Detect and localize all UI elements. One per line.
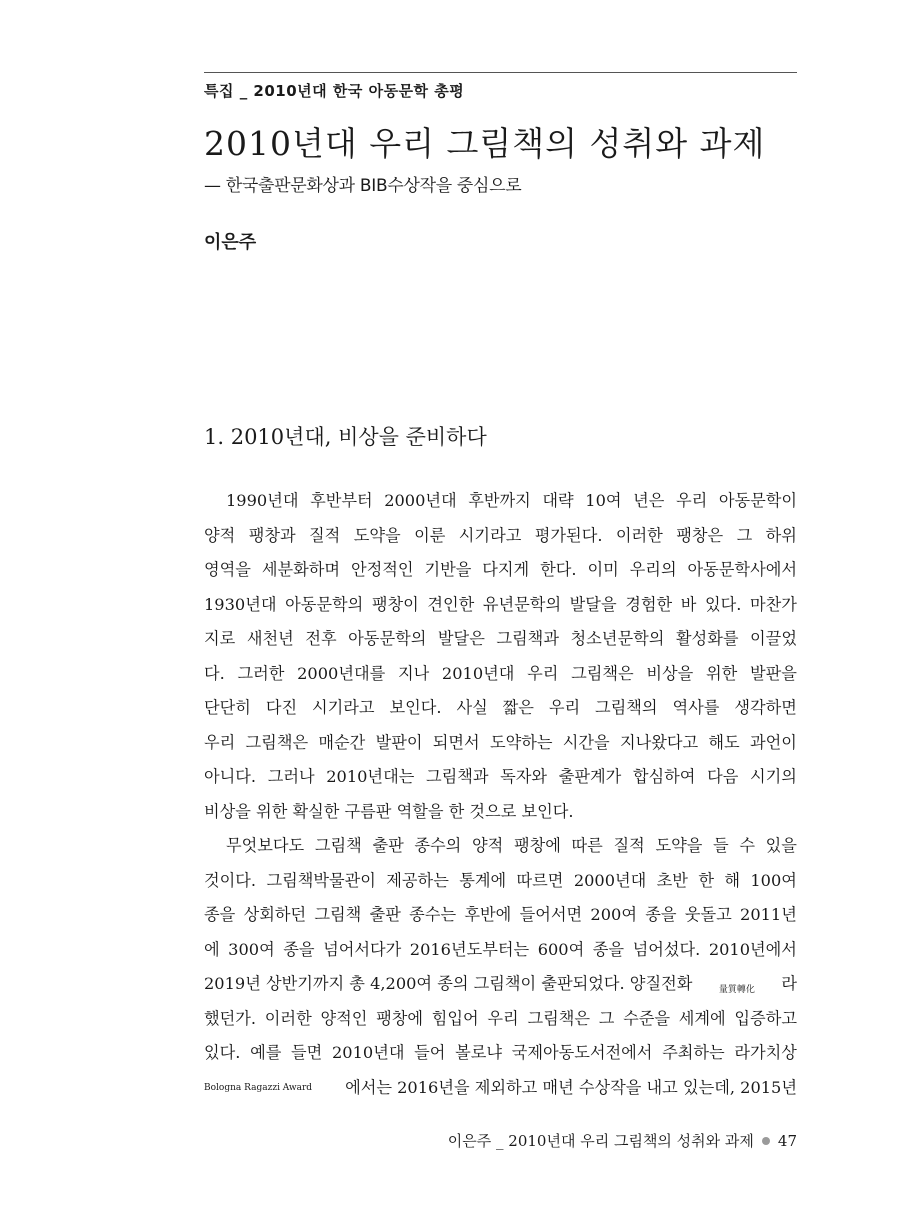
body-word: 견인한: [427, 594, 475, 614]
body-line-annotated: [204, 967, 797, 1002]
body-word: 우리: [527, 663, 559, 683]
body-word: 종수의: [414, 836, 462, 855]
body-word: 다.: [204, 663, 225, 683]
body-word: 초반: [656, 870, 688, 890]
body-word: 10여: [585, 491, 622, 510]
body-word: 해도: [708, 732, 740, 752]
body-word: 그림책은: [245, 732, 309, 752]
body-word: 유년문학의: [482, 594, 562, 614]
body-word: 양적인: [320, 1008, 368, 1028]
body-word: 들면: [291, 1043, 323, 1062]
body-word: 생각하면: [734, 698, 797, 717]
body-word: 종을: [592, 939, 625, 959]
body-word: 그: [736, 525, 753, 545]
body-word: 예를: [250, 1043, 282, 1062]
body-word: 다음: [707, 767, 739, 786]
body-line: [204, 657, 797, 692]
author-name: 이은주: [204, 232, 257, 253]
body-word: 따르면: [516, 870, 564, 890]
body-word: 과언이: [749, 732, 797, 752]
body-word: 기반을: [424, 560, 472, 579]
body-word: 그림책: [314, 836, 362, 855]
body-word: 발판을: [749, 663, 797, 683]
body-word: 주최하는: [662, 1043, 725, 1062]
body-word: 역사를: [672, 698, 720, 717]
body-word: 출판: [372, 836, 404, 855]
body-word: 청소년문학의: [570, 629, 665, 648]
body-word: 2011년: [740, 905, 797, 924]
body-word: 영역을: [204, 560, 251, 579]
body-line: 비상을 위한 확실한 구름판 역할을 한 것으로 보인다.: [204, 801, 574, 821]
body-word: 넘어서다가: [323, 939, 402, 959]
body-word: 년은: [633, 491, 665, 510]
body-line-tail: 라: [781, 974, 797, 993]
body-word: 우리: [675, 491, 708, 510]
body-word: 2010년대는: [326, 767, 415, 786]
body-word: 300여: [228, 939, 275, 959]
page-footer: [448, 1130, 797, 1151]
body-word: 도약하는: [489, 732, 553, 752]
body-word: 세분화하며: [261, 560, 341, 579]
body-word: 우리: [204, 732, 236, 752]
body-line: [204, 519, 797, 554]
body-word: 비상을: [646, 663, 694, 683]
body-word: 질적: [309, 525, 341, 545]
body-word: 통계에: [459, 870, 507, 890]
body-line: [204, 829, 797, 864]
body-word: 양적: [472, 836, 504, 855]
body-word: 웃돌고: [684, 905, 732, 924]
body-word: 다지게: [482, 560, 530, 579]
body-word: 시간을: [562, 732, 610, 752]
body-word: 수: [739, 836, 755, 855]
body-line: [204, 1002, 797, 1037]
body-word: 힘입어: [431, 1008, 479, 1028]
body-word: 것이다.: [204, 870, 257, 890]
body-word: 세계에: [678, 1008, 726, 1028]
body-word: 사실: [456, 698, 488, 717]
body-word: 단단히: [204, 698, 251, 717]
body-word: 제공하는: [386, 870, 449, 890]
award-annotation: Bologna Ragazzi Award: [204, 1082, 313, 1093]
body-word: 시기라고: [458, 525, 522, 545]
body-word: 그림책과: [496, 629, 559, 648]
body-word: 2000년대: [573, 870, 647, 890]
body-word: 이끌었: [750, 629, 797, 648]
body-word: 발판이: [375, 732, 423, 752]
body-line: [204, 933, 797, 968]
section-label: 특집 _ 2010년대 한국 아동문학 총평: [204, 82, 465, 100]
body-word: 넘어섰다.: [632, 939, 701, 959]
body-word: 있을: [765, 836, 797, 855]
body-line: [204, 588, 797, 623]
body-word: 1930년대: [204, 594, 277, 614]
body-word: 지나: [397, 663, 430, 683]
body-word: 그림책박물관이: [266, 870, 376, 890]
body-word: 지나왔다고: [619, 732, 699, 752]
body-word: 2000년대를: [297, 663, 386, 683]
body-word: 평가된다.: [534, 525, 603, 545]
body-line: [204, 726, 797, 761]
body-word: 마찬가: [749, 594, 797, 614]
body-word: 했던가.: [204, 1008, 257, 1028]
body-line: [204, 864, 797, 899]
body-word: 아동문학사에서: [687, 560, 797, 579]
body-word: 아동문학의: [285, 594, 364, 614]
body-word: 1990년대: [226, 491, 299, 510]
body-word: 2016년도부터는: [409, 939, 530, 959]
body-word: 위한: [705, 663, 738, 683]
body-word: 후반에: [464, 905, 512, 924]
body-word: 팽창이: [371, 594, 419, 614]
body-word: 발달은: [437, 629, 485, 648]
body-line: [204, 622, 797, 657]
body-word: 그: [598, 1008, 615, 1028]
body-word: 에: [204, 939, 220, 959]
body-word: 들어서면: [519, 905, 583, 924]
body-word: 합심하여: [632, 767, 696, 786]
body-word: 그러한: [237, 663, 285, 683]
body-word: 도약을: [353, 525, 401, 545]
body-word: 2010년대: [441, 663, 515, 683]
body-line: [204, 1036, 797, 1071]
body-word: 2010년에서: [708, 939, 797, 959]
body-word: 출판계가: [558, 767, 622, 786]
body-word: 후반부터: [310, 491, 373, 510]
body-word: 양적: [204, 525, 236, 545]
body-word: 팽창에: [376, 1008, 424, 1028]
body-word: 우리의: [629, 560, 677, 579]
body-line: [204, 553, 797, 588]
body-word: 활성화를: [675, 629, 739, 648]
body-word: 따른: [571, 836, 603, 855]
body-word: 이미: [587, 560, 619, 579]
body-word: 팽창은: [676, 525, 724, 545]
body-word: 질적: [613, 836, 645, 855]
body-word: 지로: [204, 629, 236, 648]
article-subtitle: — 한국출판문화상과 BIB수상작을 중심으로: [204, 176, 522, 196]
body-word: 들어: [414, 1043, 446, 1062]
body-word: 팽창과: [248, 525, 296, 545]
body-word: 그러나: [267, 767, 315, 786]
body-word: 경험한: [625, 594, 673, 614]
body-word: 보인다.: [389, 698, 442, 717]
body-word: 안정적인: [350, 560, 414, 579]
body-word: 수준을: [623, 1008, 671, 1028]
body-word: 우리: [487, 1008, 519, 1028]
body-word: 입증하고: [734, 1008, 797, 1028]
body-word: 들: [713, 836, 729, 855]
body-line: [204, 760, 797, 795]
body-word: 이러한: [615, 525, 663, 545]
body-word: 국제아동도서전에서: [511, 1043, 653, 1062]
bullet-dot-icon: [762, 1137, 770, 1145]
body-word: 2000년대: [384, 491, 457, 510]
article-body: [204, 484, 797, 1105]
body-line-text: 에서는 2016년을 제외하고 매년 수상작을 내고 있는데, 2015년: [345, 1077, 797, 1097]
body-word: 무엇보다도: [226, 836, 305, 855]
body-word: 그림책의: [595, 698, 658, 717]
body-word: 대략: [542, 491, 574, 510]
body-word: 독자와: [500, 767, 548, 786]
body-word: 그림책은: [527, 1008, 590, 1028]
article-title: 2010년대 우리 그림책의 성취와 과제: [204, 124, 766, 163]
body-word: 바: [680, 594, 697, 614]
body-word: 한: [698, 870, 714, 890]
body-word: 이러한: [264, 1008, 312, 1028]
body-word: 그림책: [314, 905, 362, 924]
body-word: 후반까지: [468, 491, 531, 510]
body-word: 2010년대: [332, 1043, 405, 1062]
body-word: 도약을: [655, 836, 703, 855]
running-title: 이은주 _ 2010년대 우리 그림책의 성취와 과제: [447, 1132, 754, 1150]
body-word: 볼로냐: [455, 1043, 503, 1062]
body-word: 있다.: [704, 594, 742, 614]
body-word: 이룬: [414, 525, 446, 545]
body-word: 있다.: [204, 1043, 241, 1062]
body-word: 발달을: [569, 594, 617, 614]
body-line: [204, 691, 797, 726]
body-word: 종수는: [409, 905, 457, 924]
body-line-text: 2019년 상반기까지 총 4,200여 종의 그림책이 출판되었다. 양질전화: [204, 974, 693, 993]
body-word: 종을: [283, 939, 315, 959]
body-word: 다진: [265, 698, 298, 717]
body-line: [204, 484, 797, 519]
body-word: 100여: [750, 870, 797, 890]
body-word: 상회하던: [243, 905, 307, 924]
body-word: 그림책은: [571, 663, 634, 683]
body-word: 아니다.: [204, 767, 257, 786]
body-word: 아동문학이: [718, 491, 797, 510]
body-line-annotated: [204, 1071, 797, 1106]
header-rule: [204, 72, 797, 73]
body-word: 전후: [305, 629, 337, 648]
body-word: 시기라고: [312, 698, 375, 717]
body-word: 라가치상: [734, 1043, 797, 1062]
body-word: 매순간: [318, 732, 366, 752]
page-number: 47: [777, 1131, 797, 1150]
body-word: 하위: [765, 525, 797, 545]
body-word: 시기의: [749, 767, 797, 786]
body-word: 그림책과: [425, 767, 489, 786]
body-word: 종을: [645, 905, 677, 924]
body-word: 우리: [548, 698, 581, 717]
body-word: 종을: [204, 905, 236, 924]
body-word: 출판: [369, 905, 401, 924]
body-word: 600여: [537, 939, 585, 959]
body-word: 되면서: [432, 732, 480, 752]
body-word: 짧은: [502, 698, 534, 717]
body-word: 한다.: [540, 560, 577, 579]
body-line: [204, 898, 797, 933]
body-word: 아동문학의: [348, 629, 427, 648]
hanja-annotation: 量質轉化: [718, 984, 755, 995]
body-word: 해: [724, 870, 740, 890]
body-word: 팽창에: [513, 836, 561, 855]
section-heading: 1. 2010년대, 비상을 준비하다: [204, 425, 487, 449]
body-word: 200여: [590, 905, 637, 924]
body-word: 새천년: [246, 629, 294, 648]
